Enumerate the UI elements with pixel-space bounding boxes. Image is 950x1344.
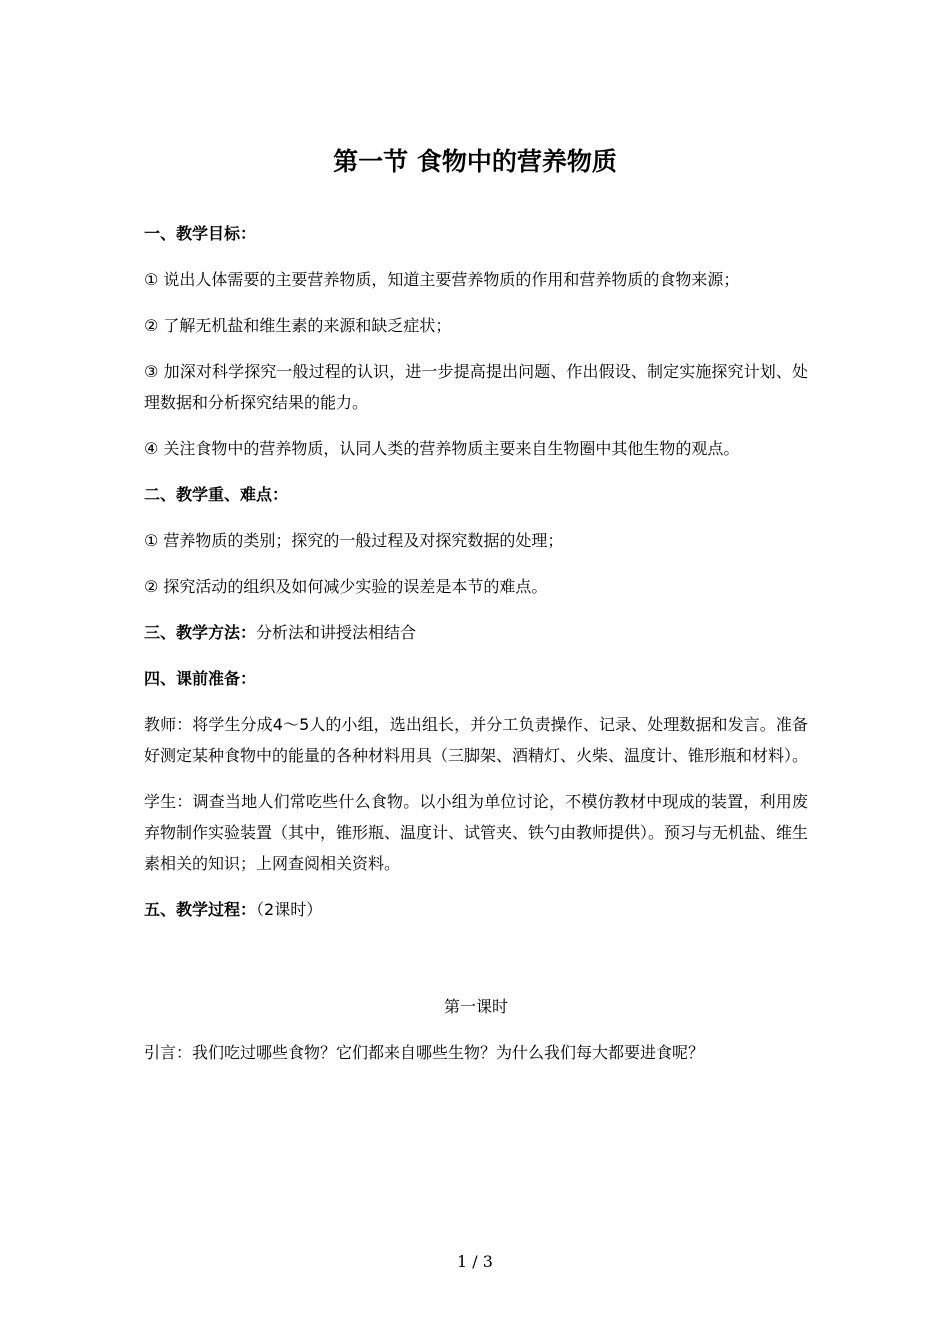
teaching-process-line <box>144 894 808 925</box>
teaching-process-text: （2课时） <box>256 900 323 919</box>
document-body <box>144 218 808 1083</box>
section-heading-preparation: 四、课前准备： <box>144 669 257 688</box>
document-title: 第一节 食物中的营养物质 <box>333 147 617 176</box>
teaching-method-line <box>144 617 808 648</box>
lesson-title: 第一课时 <box>443 997 508 1016</box>
objective-item: ② 了解无机盐和维生素的来源和缺乏症状； <box>144 316 452 335</box>
teacher-preparation: 教师：将学生分成4～5人的小组，选出组长，并分工负责操作、记录、处理数据和发言。准备好测定某种食物中的能量的各种材料用具（三脚架、酒精灯、火柴、温度计、锥形瓶和材料）。 <box>144 715 809 765</box>
objective-item: ④ 关注食物中的营养物质，认同人类的营养物质主要来自生物圈中其他生物的观点。 <box>144 439 740 458</box>
introduction-text: 引言：我们吃过哪些食物？它们都来自哪些生物？为什么我们每大都要进食呢？ <box>144 1043 705 1062</box>
section-heading-method: 三、教学方法： <box>144 623 257 642</box>
teaching-method-text: 分析法和讲授法相结合 <box>256 623 417 642</box>
section-heading-process: 五、教学过程： <box>144 900 257 919</box>
page-number: 1 / 3 <box>457 1252 493 1271</box>
objective-item: ① 说出人体需要的主要营养物质，知道主要营养物质的作用和营养物质的食物来源； <box>144 270 740 289</box>
objective-item: ③ 加深对科学探究一般过程的认识，进一步提高提出问题、作出假设、制定实施探究计划、处理数据和分析探究结果的能力。 <box>144 362 808 412</box>
key-point-item: ① 营养物质的类别；探究的一般过程及对探究数据的处理； <box>144 531 564 550</box>
section-heading-objectives: 一、教学目标： <box>144 224 257 243</box>
key-point-item: ② 探究活动的组织及如何减少实验的误差是本节的难点。 <box>144 577 548 596</box>
section-heading-key-points: 二、教学重、难点： <box>144 485 289 504</box>
student-preparation: 学生：调查当地人们常吃些什么食物。以小组为单位讨论，不模仿教材中现成的装置，利用废弃物制作实验装置（其中，锥形瓶、温度计、试管夹、铁勺由教师提供）。预习与无机盐、维生素相关的知识；上网查阅相关资料。 <box>144 792 809 873</box>
